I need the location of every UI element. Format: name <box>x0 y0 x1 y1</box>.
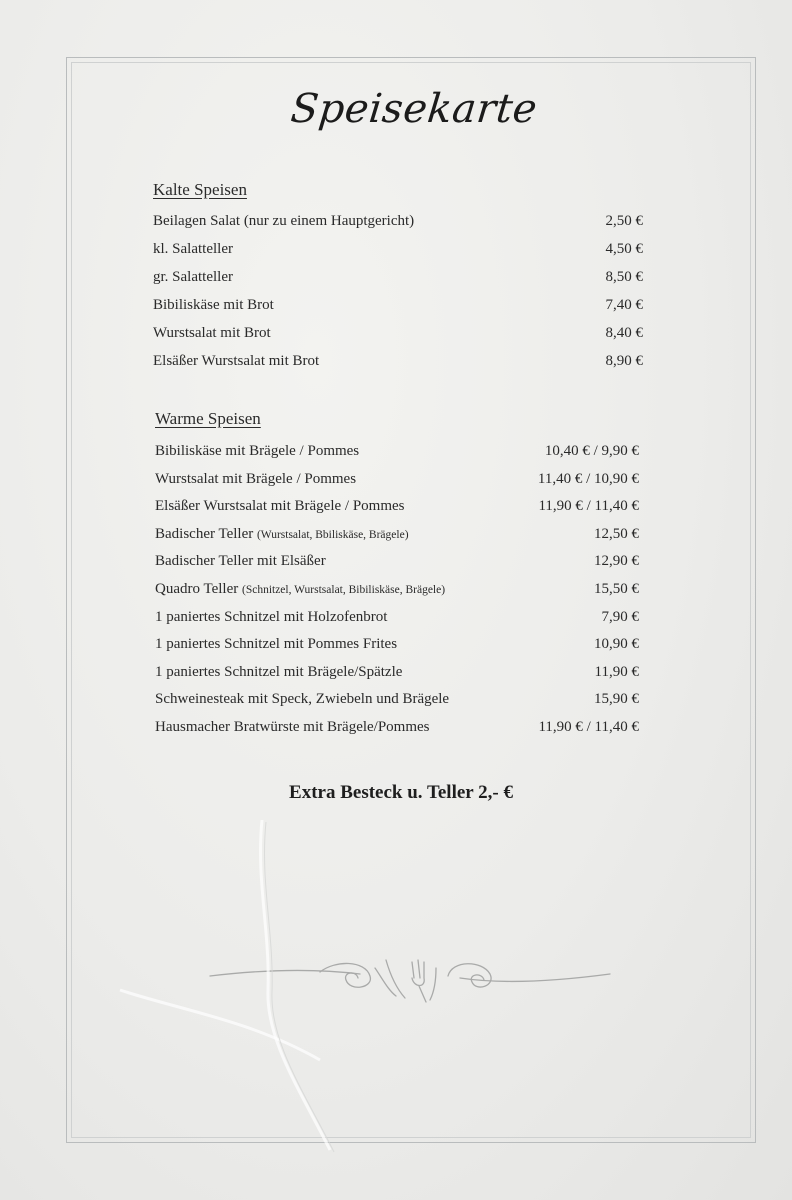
menu-item-name <box>153 293 274 317</box>
menu-item-price: 10,90 € <box>594 636 639 653</box>
menu-item-name <box>155 632 397 656</box>
menu-item <box>153 209 643 233</box>
menu-item-title: Wurstsalat mit Brot <box>153 325 271 341</box>
menu-item <box>155 577 639 601</box>
menu-item <box>155 605 639 629</box>
menu-item-name <box>155 605 387 629</box>
menu-title: Speisekarte <box>288 86 540 132</box>
menu-item-note: (Schnitzel, Wurstsalat, Bibiliskäse, Brägele) <box>241 584 446 596</box>
menu-item <box>155 522 639 546</box>
menu-item-title: 1 paniertes Schnitzel mit Brägele/Spätzle <box>155 663 403 680</box>
menu-item-note: (nur zu einem Hauptgericht) <box>243 213 415 229</box>
menu-item <box>155 687 639 711</box>
menu-item-name <box>155 467 356 491</box>
menu-item-price: 12,50 € <box>594 525 639 542</box>
menu-item <box>153 349 643 373</box>
menu-item-title: Elsäßer Wurstsalat mit Brägele / Pommes <box>155 498 405 515</box>
menu-item-price: 8,40 € <box>605 325 643 341</box>
menu-item-name <box>155 439 359 463</box>
menu-item-name <box>155 494 405 518</box>
menu-item <box>155 715 639 739</box>
menu-item-name <box>155 522 409 547</box>
cutlery-ornament-icon <box>200 948 620 1008</box>
menu-item-title: Elsäßer Wurstsalat mit Brot <box>153 353 320 369</box>
menu-item-title: Beilagen Salat <box>153 213 241 229</box>
menu-item-price: 7,40 € <box>605 297 643 313</box>
menu-item-name <box>155 660 402 684</box>
menu-item <box>155 494 639 518</box>
menu-item-name <box>155 687 449 711</box>
menu-item <box>155 467 639 491</box>
menu-item-name <box>155 715 430 739</box>
menu-item-price: 2,50 € <box>605 213 643 229</box>
menu-item-note: (Wurstsalat, Bbiliskäse, Brägele) <box>256 528 409 541</box>
menu-item-title: kl. Salatteller <box>153 241 233 257</box>
menu-item-title: Schweinesteak mit Speck, Zwiebeln und Brägele <box>155 691 450 708</box>
menu-item <box>155 549 639 573</box>
menu-item-name <box>155 549 326 573</box>
menu-item-price: 4,50 € <box>605 241 643 257</box>
menu-item-name <box>153 321 271 345</box>
menu-item-name <box>153 237 233 261</box>
menu-item-title: Quadro Teller <box>155 581 239 597</box>
menu-item-title: Bibiliskäse mit Brägele / Pommes <box>155 443 360 459</box>
menu-item-price: 11,90 € <box>594 663 639 680</box>
menu-item-price: 12,90 € <box>594 553 639 570</box>
extra-cutlery-note: Extra Besteck u. Teller 2,- € <box>289 782 513 803</box>
menu-item-title: Wurstsalat mit Brägele / Pommes <box>155 470 357 487</box>
menu-item <box>155 439 639 463</box>
menu-item-name <box>153 209 414 233</box>
menu-item-title: Bibiliskäse mit Brot <box>153 297 274 313</box>
menu-item <box>155 632 639 656</box>
menu-item-title: Badischer Teller mit Elsäßer <box>155 553 326 570</box>
section-heading-warm: Warme Speisen <box>155 409 261 428</box>
menu-item <box>153 237 643 261</box>
menu-item-title: Badischer Teller <box>155 525 254 542</box>
menu-item-title: Hausmacher Bratwürste mit Brägele/Pommes <box>155 719 430 735</box>
menu-item-price: 7,90 € <box>601 608 639 625</box>
menu-item-name <box>153 265 233 289</box>
menu-item-name <box>155 577 445 602</box>
menu-item-title: 1 paniertes Schnitzel mit Pommes Frites <box>155 636 398 653</box>
menu-item-price: 15,90 € <box>594 691 639 708</box>
menu-item <box>153 293 643 317</box>
menu-item-price: 8,90 € <box>605 353 643 369</box>
menu-item-price: 11,90 € / 11,40 € <box>538 498 639 515</box>
menu-item-price: 15,50 € <box>594 581 639 597</box>
menu-item-price: 10,40 € / 9,90 € <box>544 443 639 459</box>
menu-item-price: 8,50 € <box>605 269 643 285</box>
menu-item-price: 11,90 € / 11,40 € <box>538 719 639 735</box>
menu-item <box>153 321 643 345</box>
menu-item <box>155 660 639 684</box>
menu-item-title: 1 paniertes Schnitzel mit Holzofenbrot <box>155 608 388 625</box>
menu-item <box>153 265 643 289</box>
menu-item-title: gr. Salatteller <box>153 269 233 285</box>
menu-item-price: 11,40 € / 10,90 € <box>537 470 639 487</box>
section-heading-cold: Kalte Speisen <box>153 180 247 199</box>
menu-item-name <box>153 349 319 373</box>
